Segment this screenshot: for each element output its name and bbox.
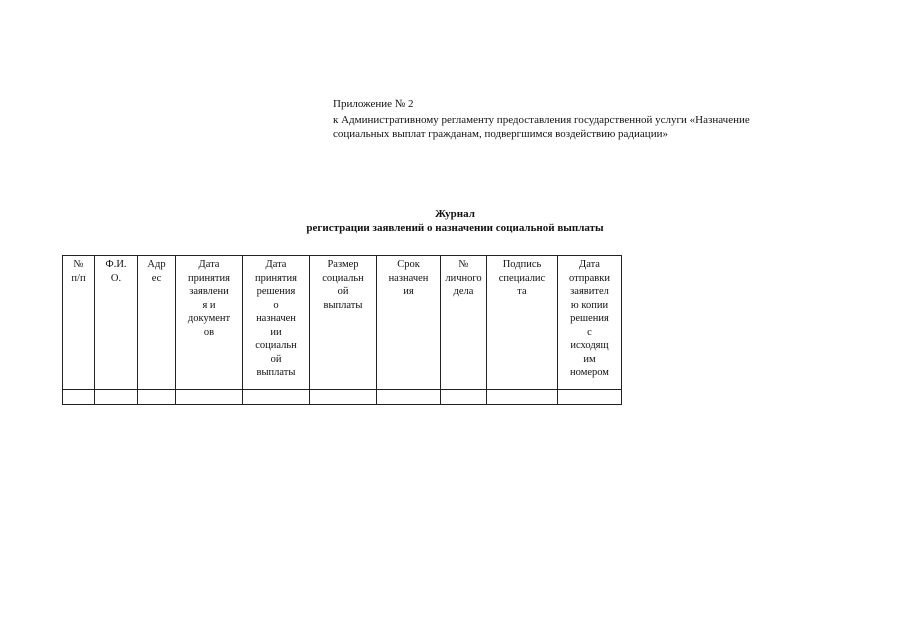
table-cell	[441, 390, 487, 405]
table-cell	[138, 390, 176, 405]
col-header-case-number: № личного дела	[441, 256, 487, 390]
table-cell	[487, 390, 558, 405]
journal-subtitle: регистрации заявлений о назначении социальной выплаты	[306, 222, 604, 234]
table-cell	[95, 390, 138, 405]
table-cell	[310, 390, 377, 405]
annex-reference-line: к Административному регламенту предоставления государственной услуги «Назначение	[333, 114, 750, 126]
registration-table	[62, 255, 622, 405]
annex-reference-line-2: социальных выплат гражданам, подвергшимся воздействию радиации»	[333, 128, 668, 140]
col-header-number: № п/п	[63, 256, 95, 390]
table-header-row	[63, 256, 622, 390]
col-header-term: Срок назначен ия	[377, 256, 441, 390]
journal-title: Журнал	[435, 208, 475, 220]
annex-number: Приложение № 2	[333, 98, 414, 110]
table-cell	[243, 390, 310, 405]
table-cell	[176, 390, 243, 405]
annex-note	[333, 97, 853, 141]
col-header-payment-amount: Размер социальн ой выплаты	[310, 256, 377, 390]
table-cell	[63, 390, 95, 405]
col-header-decision-date: Дата принятия решения о назначен ии социальн ой выплаты	[243, 256, 310, 390]
table-row	[63, 390, 622, 405]
col-header-sending-date: Дата отправки заявител ю копии решения с исходящ им номером	[558, 256, 622, 390]
col-header-full-name: Ф.И. О.	[95, 256, 138, 390]
journal-heading	[240, 207, 670, 235]
col-header-address: Адр ес	[138, 256, 176, 390]
table-cell	[558, 390, 622, 405]
col-header-application-date: Дата принятия заявлени я и документ ов	[176, 256, 243, 390]
table-cell	[377, 390, 441, 405]
col-header-signature: Подпись специалис та	[487, 256, 558, 390]
